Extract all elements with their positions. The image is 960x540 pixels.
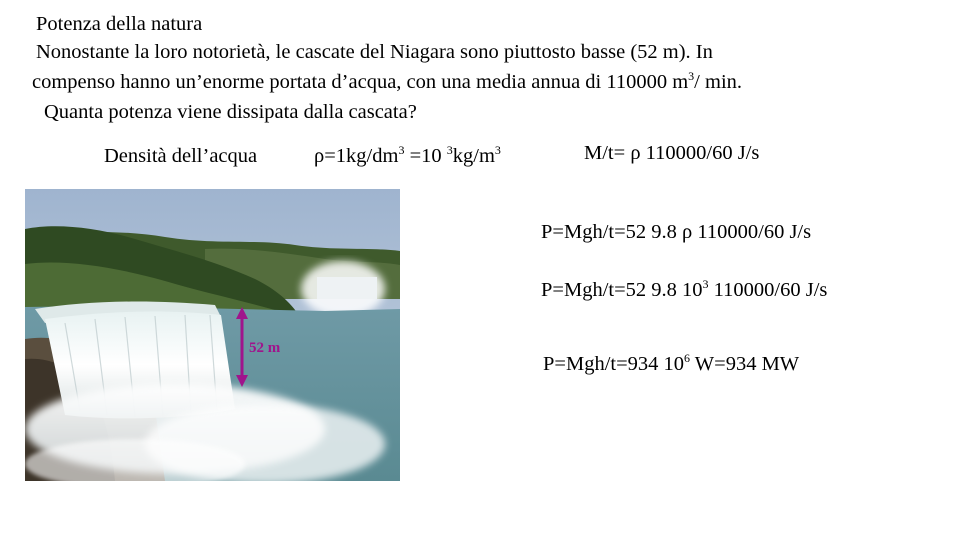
- mass-rate-a: M/t=: [584, 142, 631, 164]
- superscript: 3: [688, 69, 695, 83]
- slide-title: Potenza della natura: [36, 13, 203, 35]
- rho-symbol: ρ: [630, 142, 641, 164]
- body-line-1: Nonostante la loro notorietà, le cascate del Niagara sono piuttosto basse (52 m). In: [36, 41, 713, 63]
- mass-rate-b: 110000/60 J/s: [640, 142, 760, 164]
- power-result: [543, 352, 799, 376]
- power-eq1-a: P=Mgh/t=52 9.8: [541, 221, 683, 243]
- superscript: 3: [702, 277, 709, 291]
- rho-symbol: ρ: [314, 145, 325, 167]
- superscript: 3: [398, 143, 405, 157]
- mass-rate-equation: [584, 141, 759, 165]
- superscript: 6: [684, 351, 691, 365]
- body-line-2: [32, 70, 742, 94]
- density-label: Densità dell’acqua: [104, 145, 258, 167]
- power-eq2-b: 110000/60 J/s: [708, 279, 828, 301]
- density-value: [314, 144, 501, 168]
- power-equation-2: [541, 278, 827, 302]
- niagara-falls-photo: [25, 189, 400, 481]
- superscript: 3: [494, 143, 501, 157]
- power-eq3-a: P=Mgh/t=934 10: [543, 353, 685, 375]
- power-eq3-b: W=934 MW: [690, 353, 800, 375]
- body-line-2-tail: / min.: [694, 71, 743, 93]
- power-equation-1: [541, 220, 811, 244]
- rho-symbol: ρ: [682, 221, 693, 243]
- body-line-2-text: compenso hanno un’enorme portata d’acqua, con una media annua di 110000 m: [32, 71, 689, 93]
- power-eq1-b: 110000/60 J/s: [692, 221, 812, 243]
- question-line: Quanta potenza viene dissipata dalla cascata?: [44, 101, 417, 123]
- height-label: 52 m: [249, 340, 281, 356]
- density-value-c: kg/m: [452, 145, 495, 167]
- power-eq2-a: P=Mgh/t=52 9.8 10: [541, 279, 703, 301]
- density-value-b: =10: [404, 145, 447, 167]
- density-value-a: =1kg/dm: [324, 145, 399, 167]
- superscript: 3: [446, 143, 453, 157]
